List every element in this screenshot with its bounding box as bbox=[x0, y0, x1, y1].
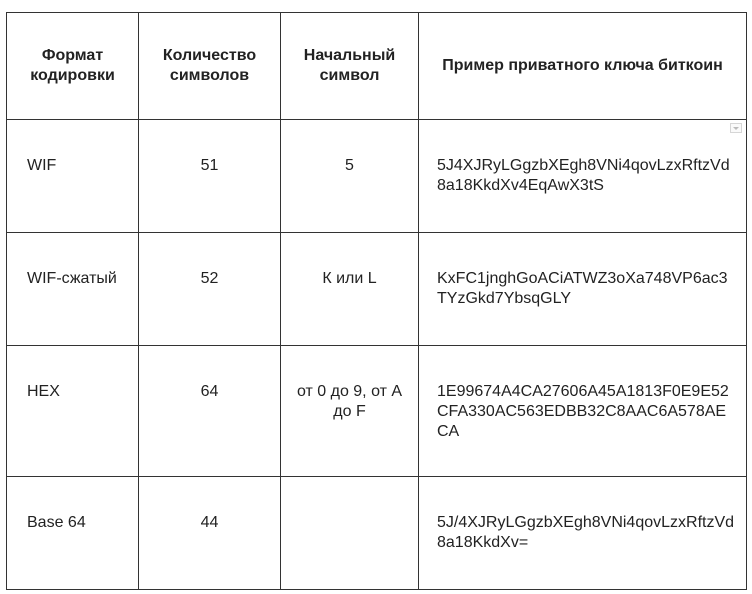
table-row bbox=[7, 477, 747, 590]
table-row bbox=[7, 120, 747, 233]
cell-example: 1E99674A4CA27606A45A1813F0E9E52CFA330AC563EDBB32C8AAC6A578AECA bbox=[419, 346, 747, 477]
cell-count: 52 bbox=[139, 233, 281, 346]
cell-example: 5J/4XJRyLGgzbXEgh8VNi4qovLzxRftzVd8a18KkdXv= bbox=[419, 477, 747, 590]
cell-start bbox=[281, 477, 419, 590]
cell-count: 51 bbox=[139, 120, 281, 233]
table-header-row bbox=[7, 13, 747, 120]
cell-format: HEX bbox=[7, 346, 139, 477]
cell-start: 5 bbox=[281, 120, 419, 233]
cell-example bbox=[419, 120, 747, 233]
cell-example: KxFC1jnghGoACiATWZ3oXa748VP6ac3TYzGkd7YbsqGLY bbox=[419, 233, 747, 346]
header-char-count: Количество символов bbox=[139, 13, 281, 120]
private-key-formats-table bbox=[6, 12, 747, 590]
cell-format: WIF bbox=[7, 120, 139, 233]
table-row bbox=[7, 346, 747, 477]
cell-example-text: 5J4XJRyLGgzbXEgh8VNi4qovLzxRftzVd8a18KkdXv4EqAwX3tS bbox=[437, 157, 730, 194]
cell-start: от 0 до 9, от A до F bbox=[281, 346, 419, 477]
cell-start: К или L bbox=[281, 233, 419, 346]
table-row bbox=[7, 233, 747, 346]
header-key-example: Пример приватного ключа биткоин bbox=[419, 13, 747, 120]
header-start-char: Начальный символ bbox=[281, 13, 419, 120]
cell-count: 44 bbox=[139, 477, 281, 590]
header-format: Формат кодировки bbox=[7, 13, 139, 120]
cell-format: Base 64 bbox=[7, 477, 139, 590]
cell-format: WIF-сжатый bbox=[7, 233, 139, 346]
cell-count: 64 bbox=[139, 346, 281, 477]
chevron-down-icon[interactable] bbox=[730, 123, 742, 133]
